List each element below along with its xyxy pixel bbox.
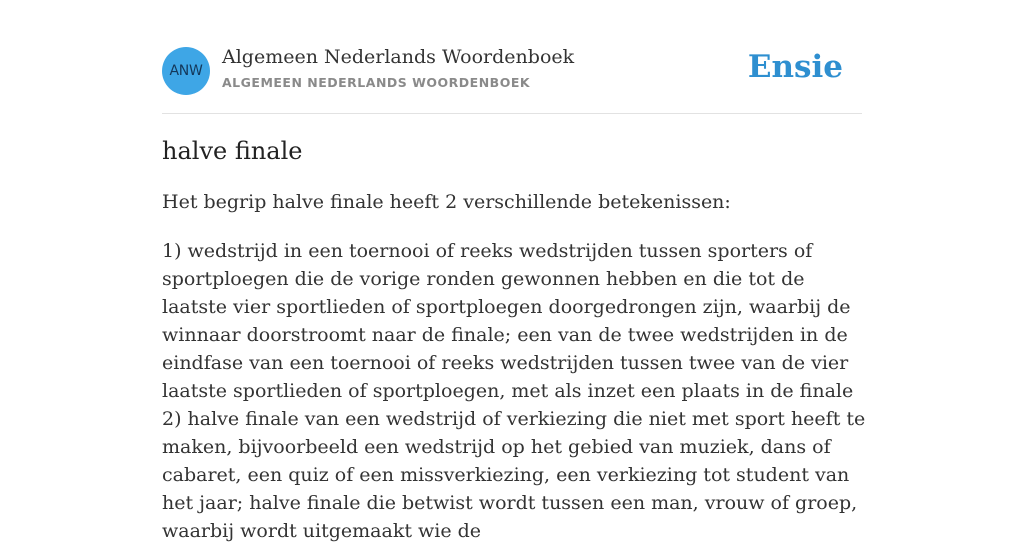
header-divider [162, 113, 862, 114]
source-title[interactable]: Algemeen Nederlands Woordenboek [222, 46, 575, 68]
entry-term: halve finale [162, 137, 303, 165]
meaning-1: 1) wedstrijd in een toernooi of reeks wedstrijden tussen sporters of sportploegen die de vorige ronden gewonnen hebben en die tot de laatste vier sportlieden of sportploegen doorgedrongen zijn, waarbij de winnaar doorstroomt naar de finale; een van de twee wedstrijden in de eindfase van een toernooi of reeks wedstrijden tussen twee van de vier laatste sportlieden of sportploegen, met als inzet een plaats in de finale [162, 240, 854, 402]
ensie-logo[interactable]: Ensie [747, 49, 843, 85]
source-header [162, 46, 862, 96]
entry-intro: Het begrip halve finale heeft 2 verschillende betekenissen: [162, 191, 731, 213]
meanings-list [162, 237, 867, 545]
anw-logo[interactable]: ANW [162, 47, 210, 95]
meaning-2: 2) halve finale van een wedstrijd of verkiezing die niet met sport heeft te maken, bijvoorbeeld een wedstrijd op het gebied van muziek, dans of cabaret, een quiz of een missverkiezing, een verkiezing tot student van het jaar; halve finale die betwist wordt tussen een man, vrouw of groep, waarbij wordt uitgemaakt wie de [162, 408, 866, 542]
source-subtitle: ALGEMEEN NEDERLANDS WOORDENBOEK [222, 75, 531, 90]
